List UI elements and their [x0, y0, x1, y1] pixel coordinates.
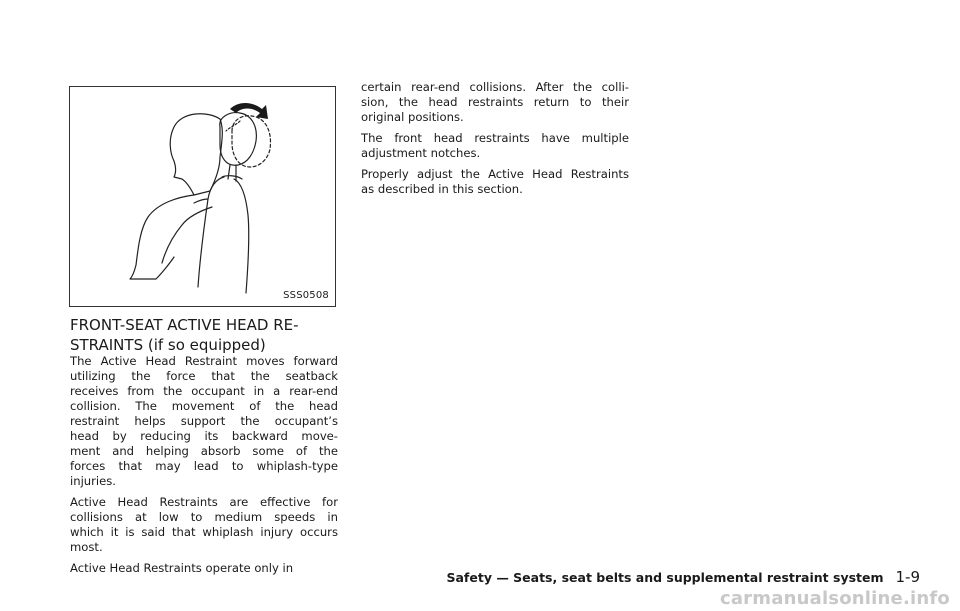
- paragraph-line: which it is said that whiplash injury occurs: [70, 525, 338, 539]
- watermark: carmanualsonline.info: [719, 588, 950, 609]
- seatback: [198, 177, 249, 293]
- section-heading: [70, 315, 340, 355]
- body-paragraph: [361, 131, 629, 161]
- heading-line: FRONT-SEAT ACTIVE HEAD RE-: [70, 316, 299, 334]
- paragraph-line: restraint helps support the occupant’s: [70, 414, 338, 428]
- paragraph-line: collisions at low to medium speeds in: [70, 510, 338, 524]
- body-paragraph: [361, 80, 629, 125]
- paragraph-line: sion, the head restraints return to their: [361, 95, 629, 109]
- paragraph-line: receives from the occupant in a rear-end: [70, 384, 338, 398]
- left-column-body: [70, 354, 338, 582]
- head-restraint-moved: [232, 116, 270, 167]
- head-restraint-illustration: [70, 87, 337, 308]
- paragraph-line: most.: [70, 540, 103, 554]
- body-paragraph: [70, 561, 338, 576]
- heading-line: STRAINTS (if so equipped): [70, 336, 266, 354]
- paragraph-line: forces that may lead to whiplash-type: [70, 459, 338, 473]
- paragraph-line: injuries.: [70, 474, 116, 488]
- restraint-stays: [228, 165, 236, 181]
- paragraph-line: certain rear-end collisions. After the colli-: [361, 80, 629, 94]
- page-number: 1-9: [895, 568, 920, 586]
- paragraph-line: Active Head Restraints operate only in: [70, 561, 294, 575]
- paragraph-line: adjustment notches.: [361, 146, 481, 160]
- right-column-body: [361, 80, 629, 203]
- occupant-torso: [130, 195, 194, 279]
- paragraph-line: as described in this section.: [361, 182, 523, 196]
- paragraph-line: head by reducing its backward move-: [70, 429, 338, 443]
- paragraph-line: original positions.: [361, 110, 464, 124]
- body-paragraph: [70, 354, 338, 489]
- page-footer: [446, 568, 920, 586]
- footer-section-title: Safety — Seats, seat belts and supplemental restraint system: [446, 570, 884, 585]
- figure-code: SSS0508: [283, 290, 329, 301]
- paragraph-line: The Active Head Restraint moves forward: [70, 354, 338, 368]
- body-paragraph: [70, 495, 338, 555]
- paragraph-line: utilizing the force that the seatback: [70, 369, 338, 383]
- paragraph-line: Active Head Restraints are effective for: [70, 495, 338, 509]
- body-paragraph: [361, 167, 629, 197]
- illustration-figure: [69, 86, 336, 307]
- paragraph-line: collision. The movement of the head: [70, 399, 338, 413]
- paragraph-line: ment and helping absorb some of the: [70, 444, 338, 458]
- head-restraint: [220, 113, 257, 166]
- paragraph-line: The front head restraints have multiple: [361, 131, 629, 145]
- paragraph-line: Properly adjust the Active Head Restraints: [361, 167, 629, 181]
